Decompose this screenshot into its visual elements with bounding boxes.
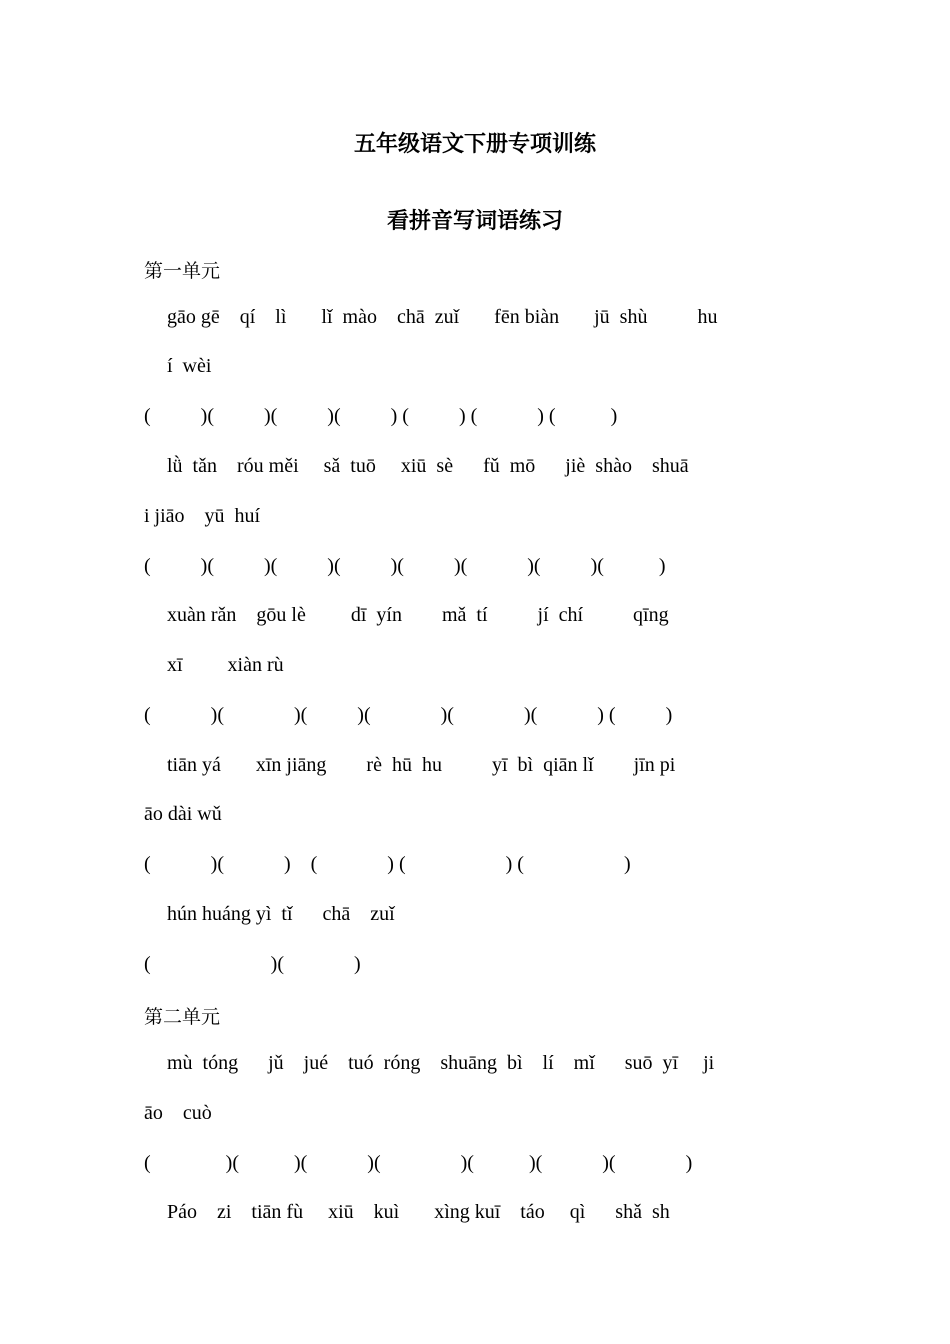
answer-brackets: ( )( )( )( ) ( ) ( ) ( ) — [144, 405, 618, 427]
answer-brackets: ( )( )( )( )( )( )( )( ) — [144, 555, 666, 577]
answer-brackets: ( )( )( )( )( )( ) ( ) — [144, 704, 673, 726]
pinyin-row-continuation: āo dài wǔ — [144, 803, 222, 825]
pinyin-row-continuation: xī xiàn rù — [167, 654, 284, 676]
answer-brackets: ( )( ) ( ) ( ) ( ) — [144, 853, 631, 875]
pinyin-row: hún huáng yì tǐ chā zuǐ — [167, 903, 395, 925]
page-subtitle: 看拼音写词语练习 — [386, 209, 563, 234]
unit-heading: 第一单元 — [144, 260, 221, 282]
page-title: 五年级语文下册专项训练 — [353, 132, 596, 157]
pinyin-row: xuàn rǎn gōu lè dī yín mǎ tí jí chí qīng — [167, 604, 669, 626]
pinyin-row-continuation: āo cuò — [144, 1102, 212, 1124]
pinyin-row-continuation: i jiāo yū huí — [144, 505, 261, 527]
pinyin-row: lǜ tǎn róu měi sǎ tuō xiū sè fǔ mō jiè shào shuā — [167, 455, 689, 477]
answer-brackets: ( )( )( )( )( )( )( ) — [144, 1152, 693, 1174]
pinyin-row: gāo gē qí lì lǐ mào chā zuǐ fēn biàn jū shù hu — [167, 306, 718, 328]
answer-brackets: ( )( ) — [144, 953, 361, 975]
pinyin-row: Páo zi tiān fù xiū kuì xìng kuī táo qì shǎ sh — [167, 1201, 670, 1223]
pinyin-row-continuation: í wèi — [167, 355, 212, 377]
pinyin-row: tiān yá xīn jiāng rè hū hu yī bì qiān lǐ jīn pi — [167, 754, 676, 776]
unit-heading: 第二单元 — [144, 1006, 221, 1028]
pinyin-row: mù tóng jǔ jué tuó róng shuāng bì lí mǐ suō yī ji — [167, 1052, 715, 1074]
